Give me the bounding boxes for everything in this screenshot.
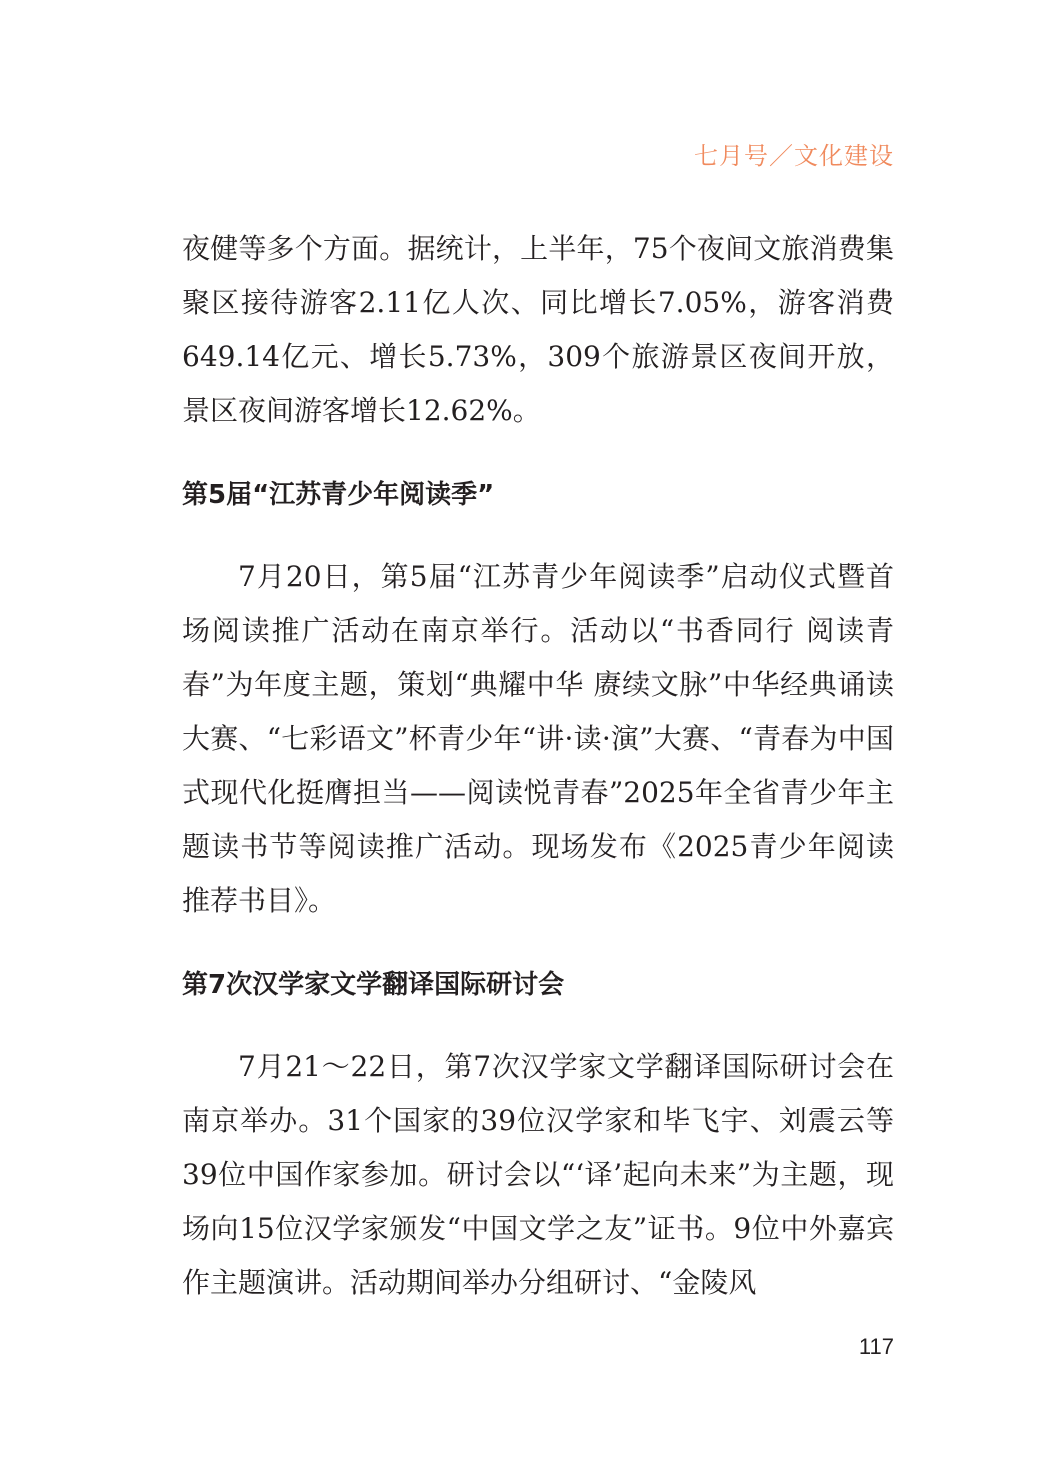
section-heading-sinologist-symposium: 第7次汉学家文学翻译国际研讨会 <box>182 970 565 1000</box>
page-number: 117 <box>858 1334 894 1359</box>
paragraph-reading-season: 7月20日，第5届“江苏青少年阅读季”启动仪式暨首场阅读推广活动在南京举行。活动以“书香同行 阅读青春”为年度主题，策划“典耀中华 赓续文脉”中华经典诵读大赛、“七彩语文”杯青少年“讲·读·演”大赛、“青春为中国式现代化挺膺担当——阅读悦青春”2025年全省青少年主题读书节等阅读推广活动。现场发布《2025青少年阅读推荐书目》。 <box>182 560 894 917</box>
spacer <box>182 522 894 550</box>
section-heading-reading-season: 第5届“江苏青少年阅读季” <box>182 480 495 510</box>
spacer <box>182 438 894 468</box>
paragraph-continued: 夜健等多个方面。据统计，上半年，75个夜间文旅消费集聚区接待游客2.11亿人次、同比增长7.05%，游客消费649.14亿元、增长5.73%，309个旅游景区夜间开放，景区夜间游客增长12.62%。 <box>182 232 894 427</box>
paragraph-sinologist-symposium: 7月21～22日，第7次汉学家文学翻译国际研讨会在南京举办。31个国家的39位汉学家和毕飞宇、刘震云等39位中国作家参加。研讨会以“‘译’起向未来”为主题，现场向15位汉学家颁发“中国文学之友”证书。9位中外嘉宾作主题演讲。活动期间举办分组研讨、“金陵风 <box>182 1050 894 1299</box>
article-body <box>182 222 894 1310</box>
spacer <box>182 928 894 958</box>
running-header: 七月号／文化建设 <box>694 142 894 170</box>
spacer <box>182 1012 894 1040</box>
